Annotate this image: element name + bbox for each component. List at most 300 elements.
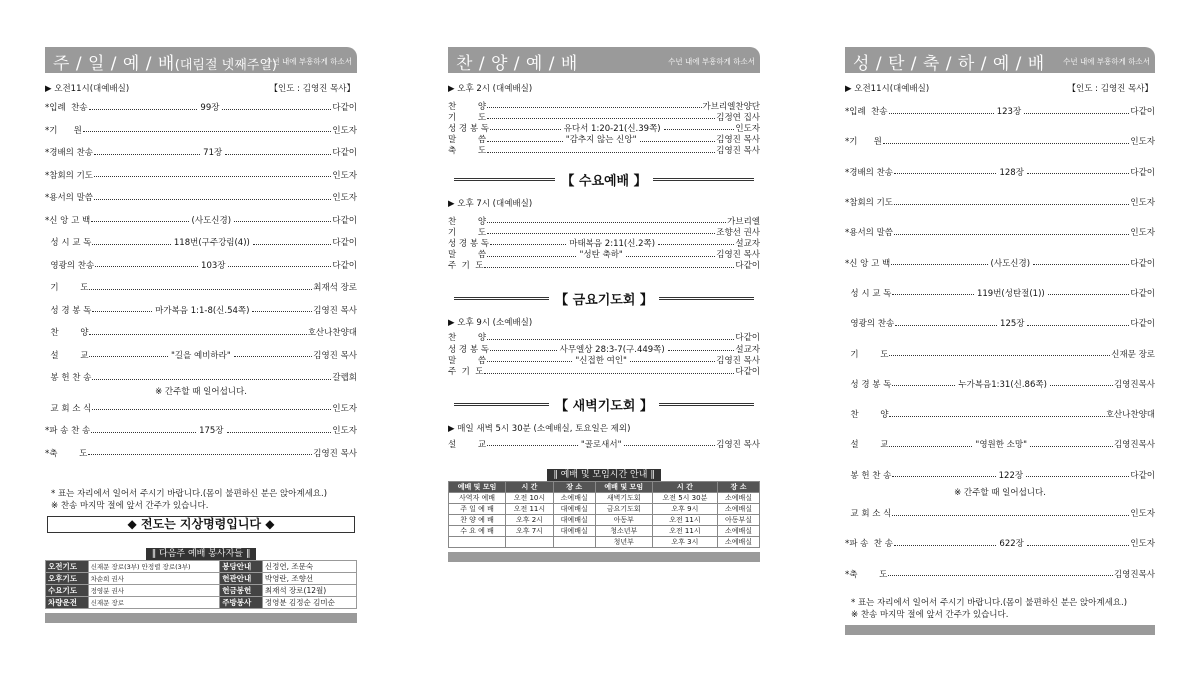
service-time: ▶ 오후 2시 (대예배실) bbox=[448, 84, 533, 94]
service-item bbox=[448, 332, 760, 343]
service-time: ▶ 오전11시(대예배실) 【인도 : 김영진 목사】 bbox=[845, 84, 1153, 94]
schedule-cell: 오후 3시 bbox=[652, 536, 717, 547]
item-person: 인도자 bbox=[332, 193, 357, 204]
volunteer-names: 최재석 장로(12월) bbox=[262, 585, 356, 597]
header-title: 주 / 일 / 예 / 배(대림절 넷째주일) bbox=[53, 54, 277, 74]
schedule-cell: 대예배실 bbox=[553, 514, 595, 525]
item-person: 인도자 bbox=[1130, 539, 1156, 550]
schedule-cell: 소예배실 bbox=[718, 536, 760, 547]
friday-section-title: 【 금요기도회 】 bbox=[448, 289, 760, 308]
schedule-header-cell: 시 간 bbox=[506, 481, 554, 492]
item-label: 교 회 소 식 bbox=[845, 509, 892, 519]
service-item bbox=[45, 231, 357, 254]
service-item bbox=[845, 217, 1155, 247]
leader-dots bbox=[883, 143, 1129, 144]
leader-dots bbox=[487, 256, 576, 257]
leader-dots bbox=[1024, 113, 1129, 114]
item-person: 김영진목사 bbox=[1113, 379, 1155, 390]
service-item bbox=[845, 187, 1155, 217]
item-person: 다같이 bbox=[332, 103, 358, 114]
leader-dots bbox=[1048, 294, 1130, 295]
item-label: *용서의 말씀 bbox=[45, 193, 94, 204]
item-person: 다같이 bbox=[332, 260, 357, 271]
service-item bbox=[845, 247, 1155, 277]
service-item bbox=[45, 321, 357, 344]
item-detail: 71장 bbox=[203, 148, 223, 159]
service-item bbox=[448, 122, 760, 133]
service-item bbox=[45, 186, 357, 209]
leader-dots bbox=[630, 361, 715, 362]
schedule-cell: 청년부 bbox=[595, 536, 652, 547]
schedule-cell: 오전 10시 bbox=[506, 492, 554, 503]
service-item bbox=[448, 134, 760, 145]
standing-note: * 표는 자리에서 일어서 주시기 바랍니다.(몸이 불편하신 분은 앉아계세요.) bbox=[51, 489, 328, 499]
item-label: 말 씀 bbox=[448, 355, 487, 366]
leader-dots bbox=[487, 118, 715, 119]
dawn-order bbox=[448, 438, 760, 450]
service-item bbox=[448, 438, 760, 450]
item-detail: 유다서 1:20-21(신.39쪽) bbox=[563, 123, 661, 134]
schedule-header-cell: 예배 및 모임 bbox=[595, 481, 652, 492]
item-label: 찬 양 bbox=[45, 328, 89, 339]
item-person: 다같이 bbox=[1130, 319, 1155, 330]
schedule-row bbox=[449, 536, 760, 547]
leader-dots bbox=[94, 199, 331, 200]
leader-dots bbox=[1033, 264, 1129, 265]
leader-dots bbox=[892, 294, 974, 295]
item-person: 김영진 목사 bbox=[716, 439, 761, 450]
volunteer-table bbox=[45, 560, 357, 609]
service-item bbox=[845, 157, 1155, 187]
sunday-worship-column bbox=[45, 47, 357, 623]
schedule-header-cell: 장 소 bbox=[553, 481, 595, 492]
evangelism-banner: ◆ 전도는 지상명령입니다 ◆ bbox=[47, 516, 355, 533]
service-item bbox=[45, 141, 357, 164]
item-label: 성 경 봉 독 bbox=[845, 379, 892, 390]
item-label: 봉 헌 찬 송 bbox=[845, 470, 892, 481]
item-person: 설교자 bbox=[735, 344, 760, 355]
leader-dots bbox=[1030, 446, 1113, 447]
item-person: 다같이 bbox=[332, 215, 358, 226]
item-person: 인도자 bbox=[1130, 137, 1155, 148]
item-label: *축 도 bbox=[845, 569, 888, 580]
item-label: 주 기 도 bbox=[448, 367, 484, 378]
wednesday-order bbox=[448, 215, 760, 271]
service-item bbox=[448, 237, 760, 248]
item-label: *입례 찬송 bbox=[45, 103, 88, 114]
schedule-cell: 소예배실 bbox=[718, 525, 760, 536]
schedule-cell: 소예배실 bbox=[553, 492, 595, 503]
item-detail: 123장 bbox=[996, 107, 1022, 118]
item-label: 성 경 봉 독 bbox=[448, 238, 489, 249]
footer-bar bbox=[845, 625, 1155, 635]
item-label: *기 원 bbox=[845, 137, 882, 148]
leader-dots bbox=[94, 154, 200, 155]
schedule-header-cell: 시 간 bbox=[652, 481, 717, 492]
service-item bbox=[845, 278, 1155, 308]
item-detail: 119번(성탄절(1)) bbox=[976, 288, 1045, 299]
item-label: *파 송 찬 송 bbox=[845, 539, 893, 550]
leader-dots bbox=[92, 244, 171, 245]
leader-dots bbox=[487, 222, 726, 223]
leader-dots bbox=[894, 234, 1129, 235]
service-time: ▶ 매일 새벽 5시 30분 (소예배실, 토요일은 제외) bbox=[448, 423, 631, 434]
service-item bbox=[45, 96, 357, 119]
item-label: 봉 헌 찬 송 bbox=[45, 373, 92, 384]
volunteer-role: 오후기도 bbox=[46, 573, 89, 585]
service-item bbox=[845, 498, 1155, 528]
item-person: 갈렙회 bbox=[332, 373, 357, 384]
service-item bbox=[448, 354, 760, 365]
item-person: 김영진목사 bbox=[1113, 440, 1155, 451]
service-item bbox=[845, 558, 1155, 588]
item-person: 인도자 bbox=[332, 426, 357, 437]
item-person: 다같이 bbox=[1130, 167, 1155, 178]
leader-dots bbox=[626, 256, 715, 257]
item-detail: 622장 bbox=[999, 539, 1024, 550]
sunday-worship-header bbox=[45, 47, 357, 73]
item-detail: "골로새서" bbox=[580, 439, 622, 450]
leader-dots bbox=[664, 129, 735, 130]
item-detail: (사도신경) bbox=[990, 258, 1031, 269]
offering-note: ※ 간주할 때 일어섭니다. bbox=[954, 487, 1046, 498]
leader-dots bbox=[487, 152, 715, 153]
volunteer-names: 정영분 권사 bbox=[88, 585, 220, 597]
item-label: 축 도 bbox=[448, 146, 487, 157]
leader-dots bbox=[89, 356, 168, 357]
service-time: ▶ 오전11시(대예배실) 【인도 : 김영진 목사】 bbox=[45, 84, 355, 94]
item-detail: 사무엘상 28:3-7(구.449쪽) bbox=[559, 344, 665, 355]
item-person: 다같이 bbox=[1130, 258, 1156, 269]
leader-dots bbox=[1050, 385, 1113, 386]
leader-dots bbox=[487, 141, 563, 142]
schedule-cell: 아동부실 bbox=[718, 514, 760, 525]
schedule-cell: 대예배실 bbox=[553, 503, 595, 514]
leader-dots bbox=[253, 244, 332, 245]
item-label: *파 송 찬 송 bbox=[45, 426, 91, 437]
item-label: 기 도 bbox=[45, 283, 89, 294]
schedule-cell: 찬 양 예 배 bbox=[449, 514, 506, 525]
friday-order bbox=[448, 332, 760, 377]
item-label: 설 교 bbox=[845, 440, 889, 451]
item-label: *기 원 bbox=[45, 125, 82, 136]
dawn-section-title: 【 새벽기도회 】 bbox=[448, 395, 760, 414]
leader-dots bbox=[658, 244, 734, 245]
service-item bbox=[45, 254, 357, 277]
leader-dots bbox=[91, 221, 188, 222]
volunteer-role: 수요기도 bbox=[46, 585, 89, 597]
leader-dots bbox=[234, 356, 313, 357]
item-label: *경배의 찬송 bbox=[845, 167, 894, 178]
item-label: *신 앙 고 백 bbox=[845, 258, 891, 269]
leader-dots bbox=[95, 266, 198, 267]
schedule-cell: 오전 11시 bbox=[506, 503, 554, 514]
volunteer-row bbox=[46, 585, 357, 597]
service-item bbox=[845, 460, 1155, 490]
item-detail: "신접한 여인" bbox=[575, 355, 627, 366]
item-person: 김영진 목사 bbox=[313, 305, 357, 316]
leader-dots bbox=[487, 339, 734, 340]
item-label: 영광의 찬송 bbox=[845, 319, 895, 330]
leader-dots bbox=[487, 361, 572, 362]
volunteer-role: 봉당안내 bbox=[220, 561, 263, 573]
item-person: 가브리엘찬양단 bbox=[702, 101, 760, 112]
service-item bbox=[448, 226, 760, 237]
service-item bbox=[45, 344, 357, 367]
service-item bbox=[45, 119, 357, 142]
item-label: 찬 양 bbox=[448, 333, 487, 344]
praise-worship-column bbox=[448, 47, 760, 562]
item-label: 성 경 봉 독 bbox=[448, 344, 489, 355]
schedule-cell bbox=[449, 536, 506, 547]
leader-dots bbox=[487, 445, 578, 446]
service-item bbox=[45, 164, 357, 187]
leader-dots bbox=[234, 221, 331, 222]
leader-dots bbox=[490, 350, 557, 351]
item-label: 성 시 교 독 bbox=[845, 288, 892, 299]
item-detail: "감추지 않는 신앙" bbox=[565, 135, 637, 146]
service-item bbox=[45, 276, 357, 299]
schedule-row bbox=[449, 514, 760, 525]
leader-dots bbox=[892, 476, 995, 477]
service-time: ▶ 오후 9시 (소예배실) bbox=[448, 317, 533, 328]
item-person: 다같이 bbox=[735, 367, 760, 378]
item-person: 인도자 bbox=[735, 123, 761, 134]
item-person: 인도자 bbox=[1130, 228, 1155, 239]
item-person: 김영진 목사 bbox=[716, 355, 761, 366]
leader-dots bbox=[83, 131, 331, 132]
item-label: 주 기 도 bbox=[448, 261, 484, 272]
service-item bbox=[448, 111, 760, 122]
service-item bbox=[45, 442, 357, 465]
leader-dots bbox=[891, 264, 987, 265]
header-subtitle: 수년 내에 부흥하게 하소서 bbox=[668, 57, 755, 66]
interlude-note: ※ 찬송 마지막 절에 앞서 간주가 있습니다. bbox=[51, 501, 209, 511]
service-item bbox=[845, 338, 1155, 368]
service-item bbox=[45, 419, 357, 442]
interlude-note: ※ 찬송 마지막 절에 앞서 간주가 있습니다. bbox=[851, 609, 1009, 620]
schedule-cell: 대예배실 bbox=[553, 525, 595, 536]
item-label: 영광의 찬송 bbox=[45, 260, 95, 271]
footer-bar bbox=[45, 613, 357, 623]
schedule-cell: 수 요 예 배 bbox=[449, 525, 506, 536]
leader-dots bbox=[894, 545, 997, 546]
service-item bbox=[448, 365, 760, 376]
item-person: 다같이 bbox=[735, 261, 760, 272]
leader-dots bbox=[640, 141, 716, 142]
item-detail: 99장 bbox=[200, 103, 220, 114]
item-label: *축 도 bbox=[45, 448, 88, 459]
leader-dots bbox=[892, 515, 1129, 516]
item-detail: 누가복음1:31(신.86쪽) bbox=[958, 379, 1047, 390]
item-detail: "영원한 소망" bbox=[975, 440, 1027, 451]
volunteer-title: ∥ 다음주 예배 봉사자들 ∥ bbox=[146, 548, 257, 560]
item-person: 김영진목사 bbox=[1113, 569, 1155, 580]
volunteer-row bbox=[46, 573, 357, 585]
leader-dots bbox=[668, 350, 735, 351]
volunteer-row bbox=[46, 597, 357, 609]
leader-label: 【인도 : 김영진 목사】 bbox=[269, 84, 355, 94]
item-label: 기 도 bbox=[448, 227, 487, 238]
item-person: 인도자 bbox=[332, 125, 357, 136]
item-label: 말 씀 bbox=[448, 250, 487, 261]
praise-order bbox=[448, 100, 760, 156]
leader-dots bbox=[228, 266, 331, 267]
item-person: 다같이 bbox=[332, 148, 357, 159]
schedule-cell bbox=[506, 536, 554, 547]
item-person: 김영진 목사 bbox=[716, 146, 760, 157]
leader-dots bbox=[89, 109, 198, 110]
volunteer-names: 차순희 권사 bbox=[88, 573, 220, 585]
leader-dots bbox=[225, 154, 331, 155]
schedule-header-cell: 장 소 bbox=[718, 481, 760, 492]
leader-dots bbox=[889, 446, 972, 447]
item-label: *용서의 말씀 bbox=[845, 228, 894, 239]
leader-dots bbox=[252, 311, 312, 312]
volunteer-role: 차량운전 bbox=[46, 597, 89, 609]
item-detail: 103장 bbox=[201, 260, 226, 271]
volunteer-names: 신재문 장로(3부) 안정렬 장로(3부) bbox=[88, 561, 220, 573]
leader-dots bbox=[487, 233, 715, 234]
item-person: 설교자 bbox=[735, 238, 760, 249]
service-item bbox=[448, 249, 760, 260]
leader-dots bbox=[92, 379, 331, 380]
item-label: 성 경 봉 독 bbox=[45, 305, 92, 316]
schedule-title: ∥ 예배 및 모임시간 안내 ∥ bbox=[547, 469, 661, 481]
order-of-service bbox=[845, 96, 1155, 589]
leader-label: 【인도 : 김영진 목사】 bbox=[1067, 84, 1153, 94]
item-label: 설 교 bbox=[45, 350, 89, 361]
service-item bbox=[845, 96, 1155, 126]
schedule-cell: 오전 5시 30분 bbox=[652, 492, 717, 503]
leader-dots bbox=[92, 311, 152, 312]
service-item bbox=[845, 429, 1155, 459]
item-person: 김영진 목사 bbox=[716, 250, 760, 261]
item-label: 기 도 bbox=[845, 349, 889, 360]
header-subtitle: 수년 내에 부흥하게 하소서 bbox=[1063, 57, 1150, 66]
leader-dots bbox=[1027, 325, 1129, 326]
item-person: 다같이 bbox=[1130, 107, 1156, 118]
schedule-cell: 오후 7시 bbox=[506, 525, 554, 536]
service-item bbox=[448, 260, 760, 271]
item-person: 호산나찬양대 bbox=[307, 328, 357, 339]
item-detail: 125장 bbox=[1000, 319, 1025, 330]
volunteer-names: 신정연, 조문숙 bbox=[262, 561, 356, 573]
leader-dots bbox=[89, 334, 306, 335]
schedule-header-row bbox=[449, 481, 760, 492]
volunteer-role: 헌금봉헌 bbox=[220, 585, 263, 597]
leader-dots bbox=[94, 176, 331, 177]
leader-dots bbox=[484, 267, 734, 268]
schedule-cell: 아동부 bbox=[595, 514, 652, 525]
service-item bbox=[45, 299, 357, 322]
item-detail: 118번(구주강림(4)) bbox=[173, 238, 250, 249]
item-detail: 128장 bbox=[999, 167, 1024, 178]
schedule-cell: 새벽기도회 bbox=[595, 492, 652, 503]
item-person: 최재석 장로 bbox=[313, 283, 357, 294]
service-item bbox=[845, 528, 1155, 558]
leader-dots bbox=[1027, 545, 1130, 546]
item-label: *입례 찬송 bbox=[845, 107, 888, 118]
item-person: 인도자 bbox=[332, 170, 357, 181]
schedule-cell: 오후 2시 bbox=[506, 514, 554, 525]
leader-dots bbox=[222, 109, 331, 110]
wednesday-section-title: 【 수요예배 】 bbox=[448, 170, 760, 189]
leader-dots bbox=[889, 416, 1104, 417]
item-label: *신 앙 고 백 bbox=[45, 215, 91, 226]
leader-dots bbox=[889, 355, 1110, 356]
schedule-cell: 주 일 예 배 bbox=[449, 503, 506, 514]
leader-dots bbox=[624, 445, 715, 446]
header-title: 찬 / 양 / 예 / 배 bbox=[456, 54, 578, 74]
service-item bbox=[45, 209, 357, 232]
item-person: 김영진 목사 bbox=[313, 448, 357, 459]
leader-dots bbox=[1027, 173, 1129, 174]
schedule-row bbox=[449, 492, 760, 503]
schedule-cell: 오후 9시 bbox=[652, 503, 717, 514]
service-item bbox=[845, 126, 1155, 156]
item-label: 찬 양 bbox=[845, 410, 889, 421]
item-person: 다같이 bbox=[1130, 288, 1155, 299]
service-time: ▶ 오후 7시 (대예배실) bbox=[448, 198, 533, 209]
item-person: 신재문 장로 bbox=[1111, 349, 1155, 360]
schedule-cell: 청소년부 bbox=[595, 525, 652, 536]
volunteer-row bbox=[46, 561, 357, 573]
leader-dots bbox=[895, 325, 997, 326]
schedule-cell: 소예배실 bbox=[718, 503, 760, 514]
item-person: 다같이 bbox=[1130, 470, 1155, 481]
item-label: *참회의 기도 bbox=[45, 170, 94, 181]
item-detail: 마태복음 2:11(신.2쪽) bbox=[569, 238, 656, 249]
christmas-worship-header bbox=[845, 47, 1155, 73]
service-item bbox=[845, 399, 1155, 429]
item-label: 찬 양 bbox=[448, 216, 487, 227]
schedule-table bbox=[448, 481, 760, 548]
item-person: 김정연 집사 bbox=[716, 112, 760, 123]
service-item bbox=[845, 308, 1155, 338]
schedule-cell: 소예배실 bbox=[718, 492, 760, 503]
service-item bbox=[45, 366, 357, 389]
item-detail: 마가복음 1:1-8(신.54쪽) bbox=[155, 305, 250, 316]
volunteer-role: 오전기도 bbox=[46, 561, 89, 573]
schedule-header-cell: 예배 및 모임 bbox=[449, 481, 506, 492]
schedule-cell bbox=[553, 536, 595, 547]
item-person: 다같이 bbox=[735, 333, 760, 344]
leader-dots bbox=[490, 129, 561, 130]
volunteer-role: 헌관안내 bbox=[220, 573, 263, 585]
schedule-row bbox=[449, 525, 760, 536]
item-person: 호산나찬양대 bbox=[1105, 410, 1155, 421]
leader-dots bbox=[894, 173, 996, 174]
item-label: 성 시 교 독 bbox=[45, 238, 92, 249]
schedule-row bbox=[449, 503, 760, 514]
schedule-cell: 금요기도회 bbox=[595, 503, 652, 514]
leader-dots bbox=[490, 244, 566, 245]
item-label: 기 도 bbox=[448, 112, 487, 123]
item-detail: "길을 예비하라" bbox=[170, 350, 231, 361]
item-person: 김영진 목사 bbox=[716, 135, 761, 146]
item-person: 인도자 bbox=[1130, 198, 1155, 209]
service-item bbox=[845, 369, 1155, 399]
item-detail: "성탄 축하" bbox=[579, 250, 623, 261]
service-item bbox=[448, 343, 760, 354]
schedule-cell: 오전 11시 bbox=[652, 525, 717, 536]
item-label: *경배의 찬송 bbox=[45, 148, 94, 159]
item-detail: 175장 bbox=[199, 426, 224, 437]
offering-note: ※ 간주할 때 일어섭니다. bbox=[155, 386, 247, 397]
item-detail: (사도신경) bbox=[191, 215, 232, 226]
item-detail: 122장 bbox=[998, 470, 1024, 481]
